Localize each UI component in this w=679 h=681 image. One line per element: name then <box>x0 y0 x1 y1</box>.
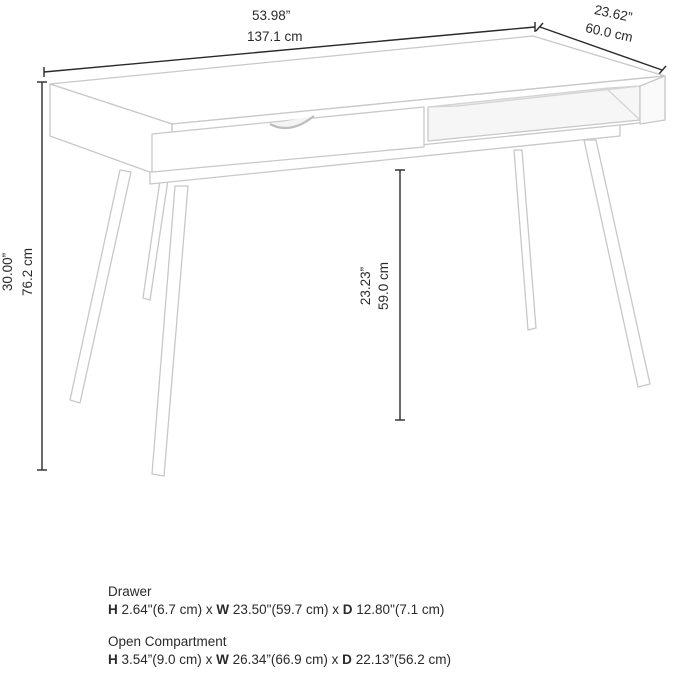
desk <box>50 36 665 476</box>
height-cm-label: 76.2 cm <box>20 247 35 296</box>
compartment-title: Open Compartment <box>108 634 227 649</box>
desk-leg-front-right <box>584 140 650 387</box>
compartment-h-value: 3.54”(9.0 cm) <box>121 652 202 667</box>
drawer-h-value: 2.64"(6.7 cm) <box>121 602 203 617</box>
drawer-title: Drawer <box>108 584 152 599</box>
desk-leg-back-right <box>514 150 536 330</box>
separator: x <box>205 652 213 667</box>
drawer-w-label: W <box>216 602 230 617</box>
width-cm-label: 137.1 cm <box>247 29 303 44</box>
clearance-inches-label: 23.23” <box>358 266 373 306</box>
separator: x <box>331 652 339 667</box>
drawer-dimensions <box>108 601 451 619</box>
desk-leg-back-left <box>143 180 168 300</box>
drawer-w-value: 23.50"(59.7 cm) <box>232 602 329 617</box>
depth-inches-label: 23.62” <box>592 2 634 25</box>
separator: x <box>332 602 339 617</box>
compartment-w-label: W <box>216 652 229 667</box>
drawer-h-label: H <box>108 602 118 617</box>
drawer-d-label: D <box>342 602 353 617</box>
compartment-d-label: D <box>342 652 352 667</box>
compartment-d-value: 22.13”(56.2 cm) <box>355 652 451 667</box>
compartment-dimensions <box>108 651 451 669</box>
height-inches-label: 30.00” <box>0 252 15 292</box>
drawer-d-value: 12.80"(7.1 cm) <box>356 602 445 617</box>
clearance-cm-label: 59.0 cm <box>376 261 391 310</box>
compartment-w-value: 26.34”(66.9 cm) <box>232 652 328 667</box>
depth-cm-label: 60.0 cm <box>584 20 635 45</box>
spec-list <box>108 583 451 669</box>
width-inches-label: 53.98” <box>252 8 291 23</box>
desk-leg-front-left <box>70 170 131 403</box>
compartment-h-label: H <box>108 652 118 667</box>
separator: x <box>205 602 213 617</box>
